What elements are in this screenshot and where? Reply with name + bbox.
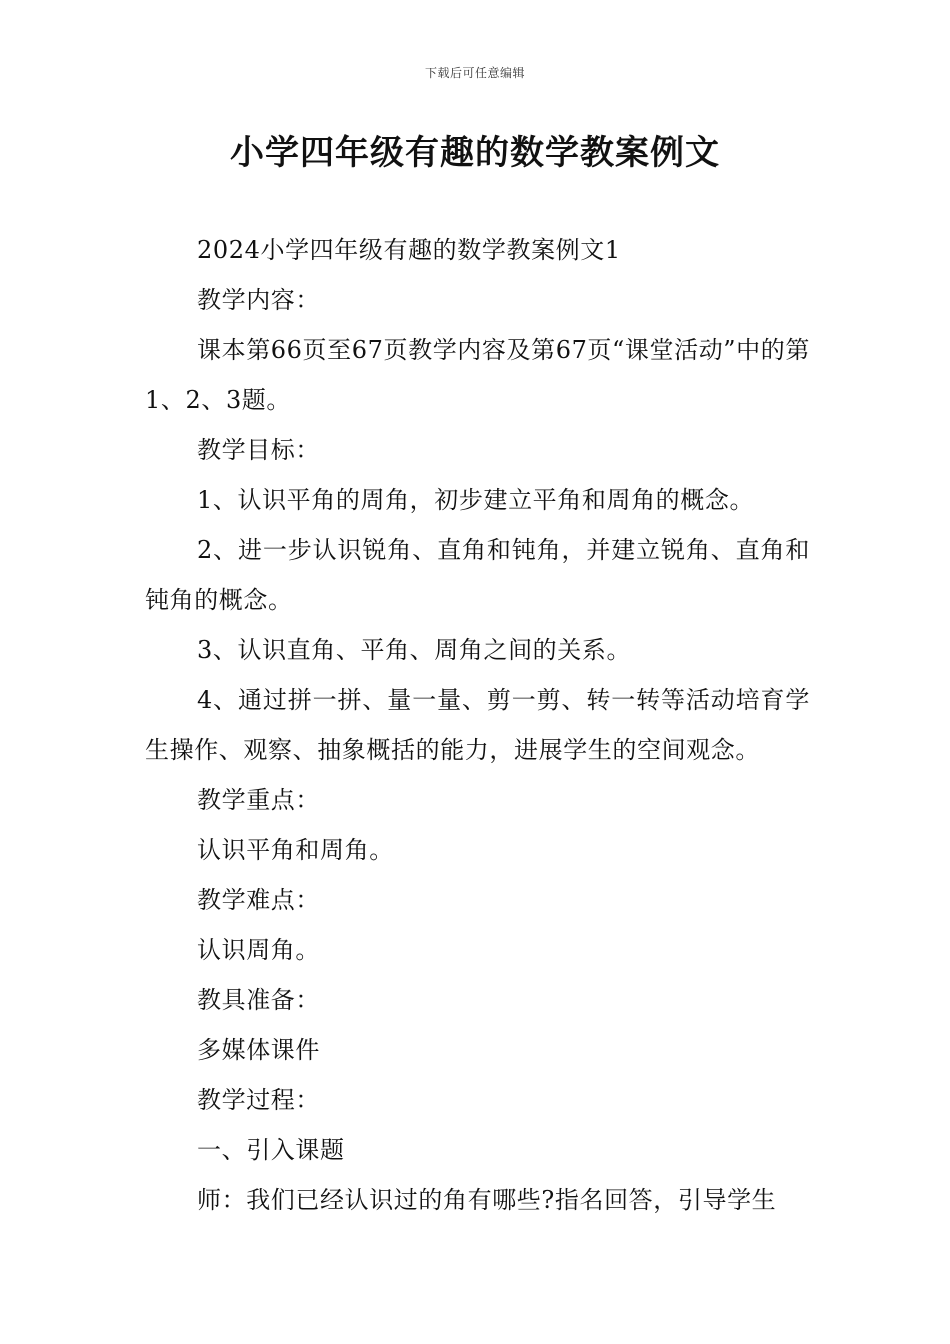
paragraph: 4、通过拼一拼、量一量、剪一剪、转一转等活动培育学生操作、观察、抽象概括的能力，进展学生的空间观念。 [145, 686, 810, 764]
paragraph: 师：我们已经认识过的角有哪些?指名回答，引导学生 [197, 1186, 777, 1214]
paragraph: 课本第66页至67页教学内容及第67页“课堂活动”中的第1、2、3题。 [145, 336, 810, 414]
paragraph: 教具准备： [197, 986, 320, 1014]
paragraph: 一、引入课题 [197, 1136, 345, 1164]
paragraph: 教学过程： [197, 1086, 320, 1114]
paragraph: 2024小学四年级有趣的数学教案例文1 [197, 236, 621, 264]
paragraph: 教学重点： [197, 786, 320, 814]
document-title: 小学四年级有趣的数学教案例文 [230, 133, 720, 173]
paragraph: 1、认识平角的周角，初步建立平角和周角的概念。 [197, 486, 755, 514]
paragraph: 教学内容： [197, 286, 320, 314]
paragraph: 认识周角。 [197, 936, 320, 964]
header-note: 下载后可任意编辑 [424, 66, 525, 80]
paragraph: 2、进一步认识锐角、直角和钝角，并建立锐角、直角和钝角的概念。 [145, 536, 810, 614]
paragraph: 3、认识直角、平角、周角之间的关系。 [197, 636, 632, 664]
paragraph: 教学目标： [197, 436, 320, 464]
paragraph: 多媒体课件 [197, 1036, 320, 1064]
document-body [145, 225, 810, 1225]
paragraph: 教学难点： [197, 886, 320, 914]
paragraph: 认识平角和周角。 [197, 836, 394, 864]
